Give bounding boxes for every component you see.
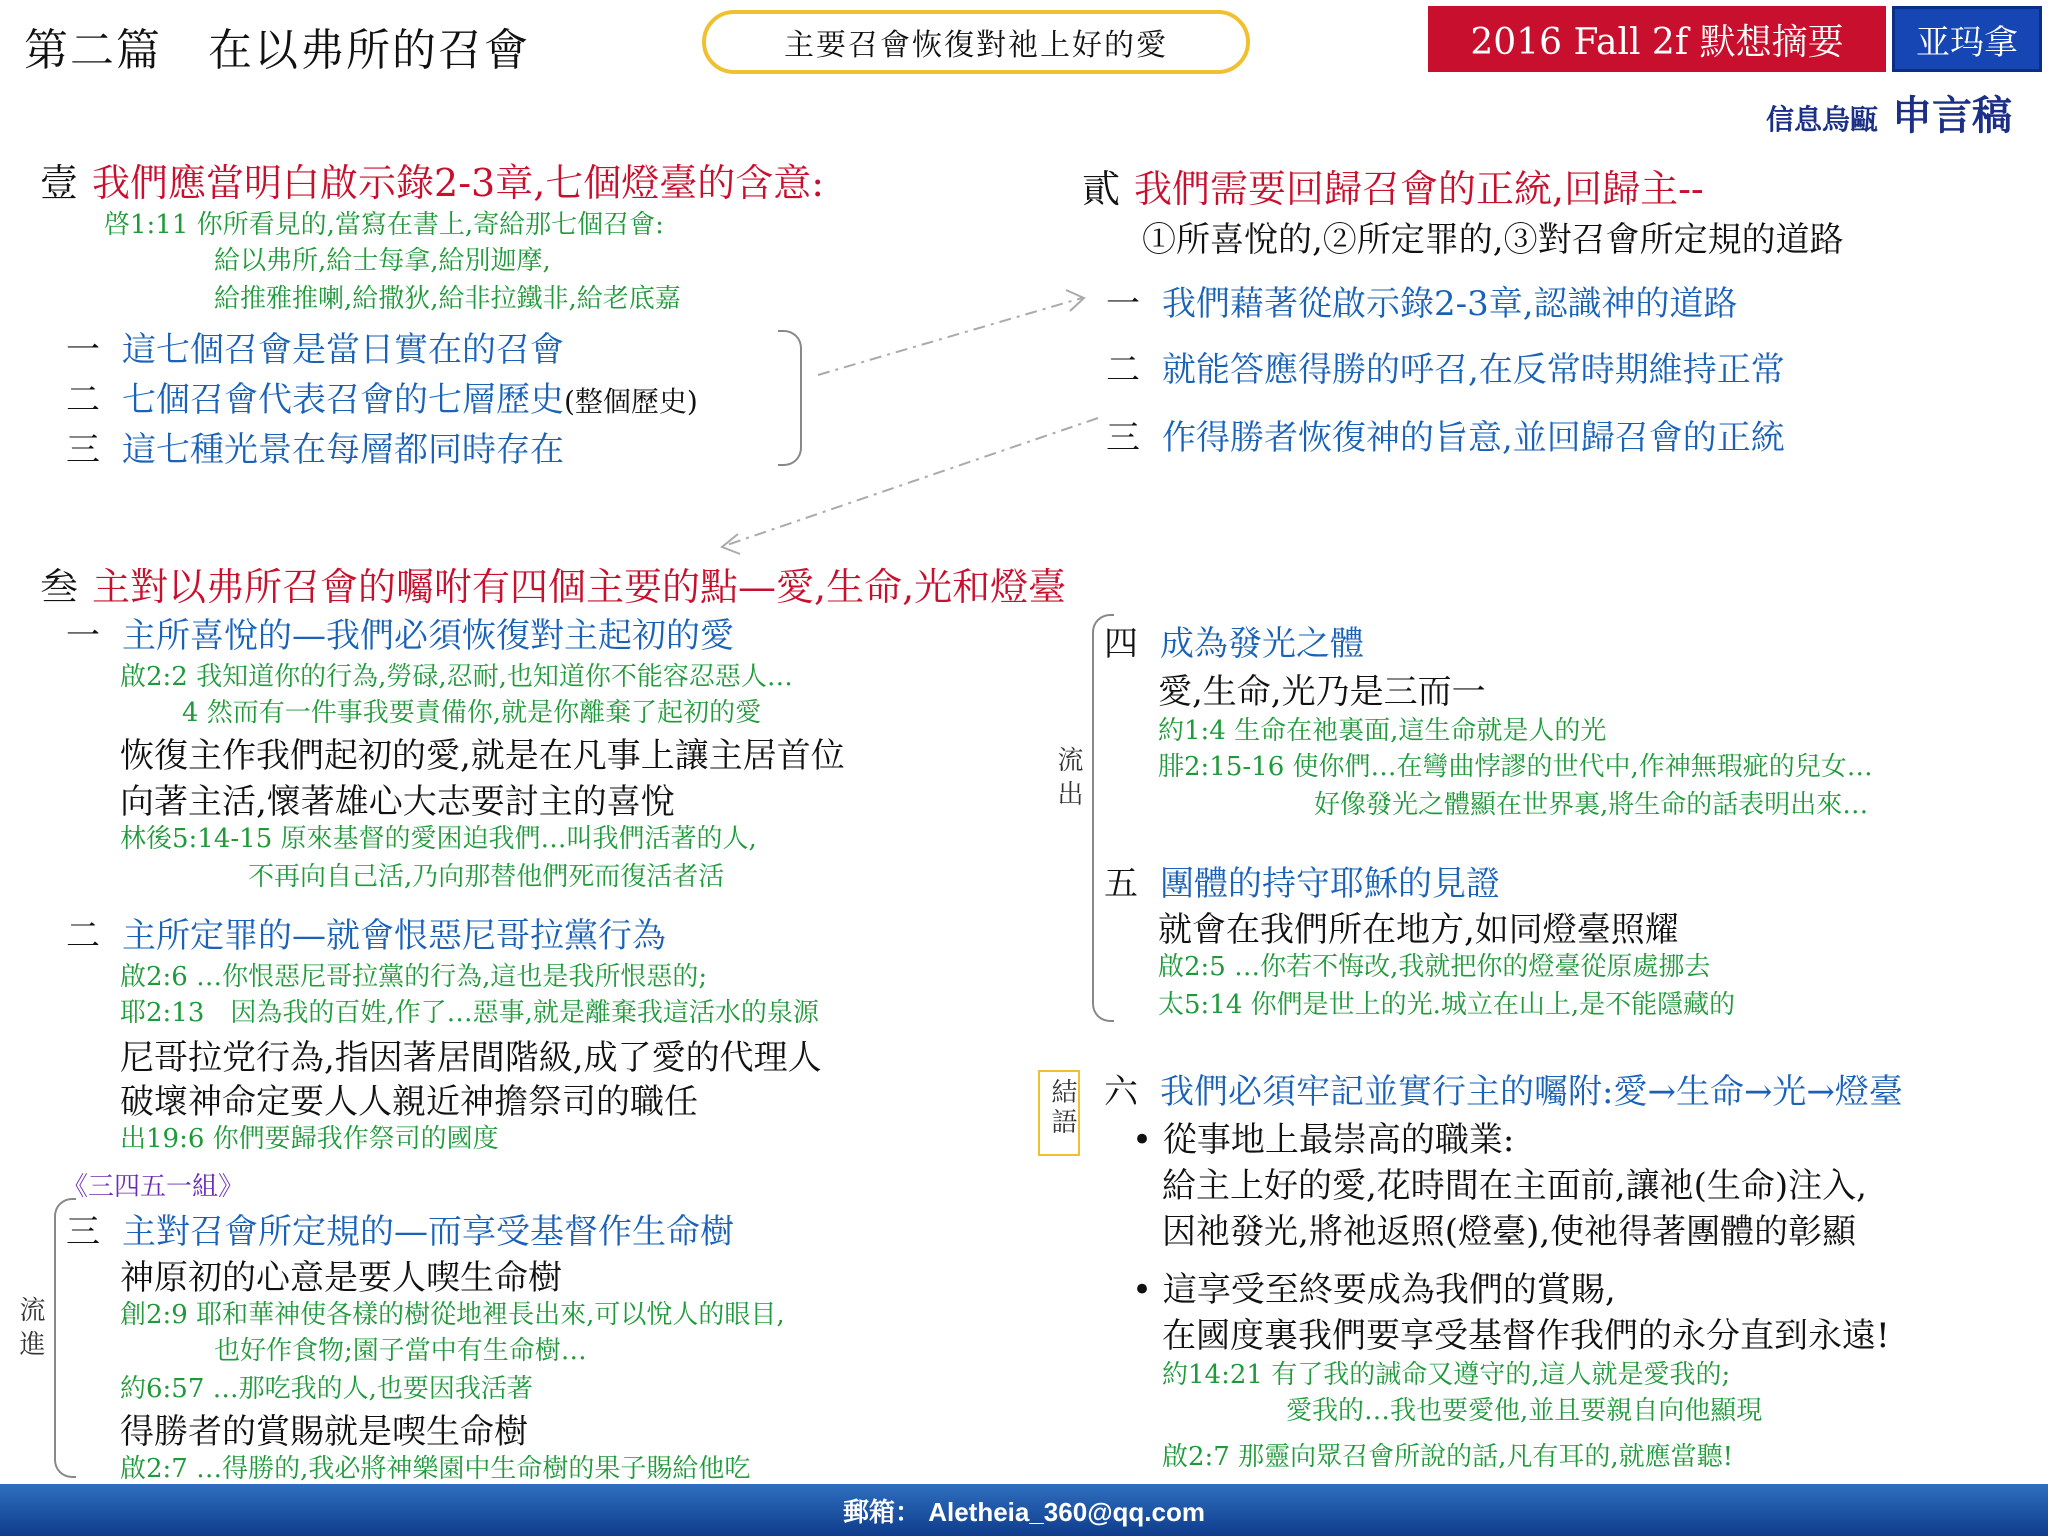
section-3-num: 叁 — [40, 565, 79, 609]
point-2-body-2: 破壞神命定要人人親近神擔祭司的職任 — [120, 1082, 698, 1122]
side-label-conclusion: 結語 — [1047, 1078, 1077, 1138]
item-text: 就能答應得勝的呼召,在反常時期維持正常 — [1162, 350, 1785, 390]
item-num: 三 — [66, 430, 100, 470]
section-3-heading — [40, 556, 1066, 611]
item-num: 一 — [66, 330, 100, 370]
item-text: 這七個召會是當日實在的召會 — [122, 330, 564, 370]
section-1-num: 壹 — [40, 161, 79, 205]
group-label: 《三四五一組》 — [62, 1172, 245, 1202]
point-title-text: 主所定罪的—就會恨惡尼哥拉黨行為 — [122, 916, 666, 956]
point-1-title — [66, 608, 734, 657]
page-title: 第二篇 在以弗所的召會 — [24, 25, 530, 76]
point-num: 五 — [1104, 864, 1138, 904]
point-1-body-2: 向著主活,懷著雄心大志要討主的喜悅 — [120, 782, 675, 822]
section-1-title: 我們應當明白啟示錄2-3章,七個燈臺的含意: — [92, 161, 825, 205]
point-6-bullet-1-line-3: 因祂發光,將祂返照(燈臺),使祂得著團體的彰顯 — [1162, 1212, 1857, 1252]
item-num: 三 — [1106, 418, 1140, 458]
series-badge: 2016 Fall 2f 默想摘要 — [1428, 6, 1886, 72]
point-4-title — [1104, 616, 1364, 665]
point-6-title — [1104, 1064, 1903, 1113]
points-4-5-bracket — [1092, 614, 1114, 1022]
point-2-title — [66, 908, 666, 957]
footer-email[interactable]: 郵箱： Aletheia_360@qq.com — [842, 1496, 1205, 1527]
section-2-heading — [1082, 158, 1704, 213]
section-1-verse-3: 給推雅推喇,給撒狄,給非拉鐵非,給老底嘉 — [214, 284, 681, 314]
point-num: 一 — [66, 616, 100, 656]
section-2-subtitle: ①所喜悅的,②所定罪的,③對召會所定規的道路 — [1142, 220, 1844, 260]
point-4-verse-2: 腓2:15-16 使你們…在彎曲悖謬的世代中,作神無瑕疵的兒女… — [1158, 752, 1873, 782]
section-2-item-2 — [1106, 342, 1785, 391]
point-3-verse-1: 創2:9 耶和華神使各樣的樹從地裡長出來,可以悅人的眼目, — [120, 1300, 785, 1330]
point-6-verse-3: 啟2:7 那靈向眾召會所說的話,凡有耳的,就應當聽! — [1162, 1442, 1734, 1472]
bullet-dot: • — [1132, 1270, 1153, 1310]
byline-name: 申言稿 — [1892, 92, 2013, 139]
bullet-dot: • — [1132, 1120, 1153, 1160]
point-1-verse-3: 林後5:14-15 原來基督的愛困迫我們…叫我們活著的人, — [120, 824, 757, 854]
point-1-verse-1: 啟2:2 我知道你的行為,勞碌,忍耐,也知道你不能容忍惡人… — [120, 662, 793, 692]
point-2-verse-2: 耶2:13 因為我的百姓,作了…惡事,就是離棄我這活水的泉源 — [120, 998, 819, 1028]
section-2-num: 貳 — [1082, 167, 1121, 211]
point-3-body-2: 得勝者的賞賜就是喫生命樹 — [120, 1412, 528, 1452]
point-6-bullet-1-line-2: 給主上好的愛,花時間在主面前,讓祂(生命)注入, — [1162, 1166, 1867, 1206]
point-3-bracket — [54, 1198, 76, 1478]
item-text: 我們藉著從啟示錄2-3章,認識神的道路 — [1162, 284, 1738, 324]
footer-bar — [0, 1484, 2048, 1536]
section-3-title: 主對以弗所召會的囑咐有四個主要的點—愛,生命,光和燈臺 — [92, 565, 1067, 609]
byline-label: 信息烏甌 — [1766, 103, 1879, 136]
section-1-verse-2: 給以弗所,給士每拿,給別迦摩, — [214, 246, 551, 276]
point-3-title — [66, 1204, 734, 1253]
subtitle-text: 主要召會恢復對祂上好的愛 — [784, 28, 1168, 63]
point-3-body-1: 神原初的心意是要人喫生命樹 — [120, 1258, 562, 1298]
section-2-item-3 — [1106, 410, 1785, 459]
bullet-text: 這享受至終要成為我們的賞賜, — [1162, 1270, 1616, 1310]
point-5-verse-1: 啟2:5 …你若不悔改,我就把你的燈臺從原處挪去 — [1158, 952, 1711, 982]
point-1-verse-4: 不再向自己活,乃向那替他們死而復活者活 — [248, 862, 725, 892]
point-1-verse-2: 4 然而有一件事我要責備你,就是你離棄了起初的愛 — [182, 698, 762, 728]
point-5-body-1: 就會在我們所在地方,如同燈臺照耀 — [1158, 910, 1679, 950]
point-3-verse-4: 啟2:7 …得勝的,我必將神樂園中生命樹的果子賜給他吃 — [120, 1454, 751, 1484]
logo: 亚玛拿 — [1892, 6, 2042, 72]
point-1-body-1: 恢復主作我們起初的愛,就是在凡事上讓主居首位 — [120, 736, 845, 776]
point-2-verse-3: 出19:6 你們要歸我作祭司的國度 — [120, 1124, 499, 1154]
point-title-text: 成為發光之體 — [1160, 624, 1364, 664]
point-6-verse-2: 愛我的…我也要愛他,並且要親自向他顯現 — [1286, 1396, 1763, 1426]
point-2-verse-1: 啟2:6 …你恨惡尼哥拉黨的行為,這也是我所恨惡的; — [120, 962, 708, 992]
item-num: 一 — [1106, 284, 1140, 324]
point-num: 二 — [66, 916, 100, 956]
point-title-text: 團體的持守耶穌的見證 — [1160, 864, 1500, 904]
point-4-verse-1: 約1:4 生命在祂裏面,這生命就是人的光 — [1158, 716, 1607, 746]
side-label-flow-out: 流出 — [1053, 746, 1083, 814]
section-1-verse-1: 啓1:11 你所看見的,當寫在書上,寄給那七個召會: — [104, 210, 664, 240]
point-6-verse-1: 約14:21 有了我的誡命又遵守的,這人就是愛我的; — [1162, 1360, 1731, 1390]
point-5-verse-2: 太5:14 你們是世上的光.城立在山上,是不能隱藏的 — [1158, 990, 1736, 1020]
point-title-text: 主對召會所定規的—而享受基督作生命樹 — [122, 1212, 734, 1252]
point-3-verse-2: 也好作食物;園子當中有生命樹… — [214, 1336, 587, 1366]
point-6-bullet-2 — [1132, 1262, 1616, 1311]
point-title-text: 我們必須牢記並實行主的囑附:愛→生命→光→燈臺 — [1160, 1072, 1903, 1112]
point-5-title — [1104, 856, 1500, 905]
item-text: 七個召會代表召會的七層歷史 — [122, 380, 564, 420]
point-4-body-1: 愛,生命,光乃是三而一 — [1158, 672, 1486, 712]
point-6-bullet-2-line-2: 在國度裏我們要享受基督作我們的永分直到永遠! — [1162, 1316, 1890, 1356]
item-num: 二 — [66, 380, 100, 420]
side-label-flow-in: 流進 — [15, 1296, 45, 1364]
point-6-bullet-1 — [1132, 1112, 1514, 1161]
point-num: 六 — [1104, 1072, 1138, 1112]
arrowhead-1 — [1066, 290, 1084, 311]
item-note: (整個歷史) — [564, 385, 698, 418]
bullet-text: 從事地上最崇高的職業: — [1162, 1120, 1515, 1160]
point-title-text: 主所喜悅的—我們必須恢復對主起初的愛 — [122, 616, 734, 656]
arrow-to-section-3 — [724, 418, 1098, 546]
section-2-title: 我們需要回歸召會的正統,回歸主-- — [1134, 167, 1704, 211]
point-2-body-1: 尼哥拉党行為,指因著居間階級,成了愛的代理人 — [120, 1038, 822, 1078]
point-num: 四 — [1104, 624, 1138, 664]
arrow-to-section-2 — [818, 298, 1082, 375]
item-text: 作得勝者恢復神的旨意,並回歸召會的正統 — [1162, 418, 1785, 458]
item-text: 這七種光景在每層都同時存在 — [122, 430, 564, 470]
item-num: 二 — [1106, 350, 1140, 390]
point-num: 三 — [66, 1212, 100, 1252]
point-4-verse-3: 好像發光之體顯在世界裏,將生命的話表明出來… — [1314, 790, 1869, 820]
point-3-verse-3: 約6:57 …那吃我的人,也要因我活著 — [120, 1374, 533, 1404]
section-2-item-1 — [1106, 276, 1738, 325]
